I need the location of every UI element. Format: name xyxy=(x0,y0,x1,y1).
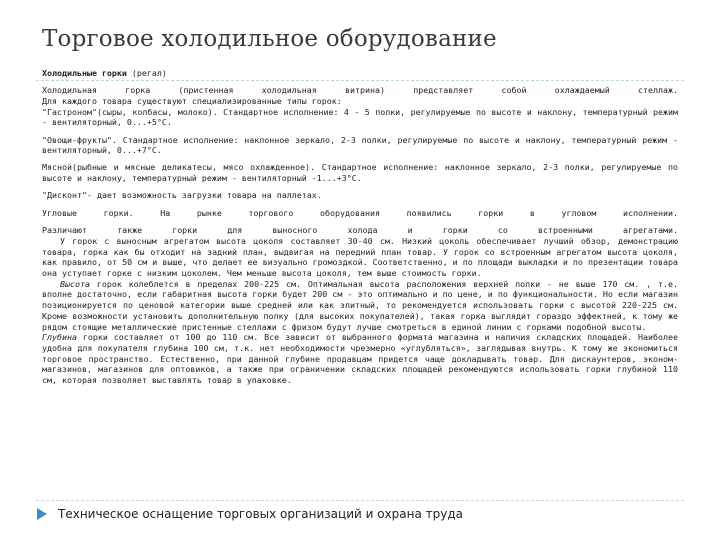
bottom-divider xyxy=(36,500,684,501)
heading-bold: Холодильные горки xyxy=(42,68,127,78)
heading-line xyxy=(42,68,678,79)
type-gastronom: "Гастроном"(сыры, колбасы, молоко). Стандартное исполнение: 4 - 5 полки, регулируемые по высоте и наклону, температурный режим - вентиляторный, 0...+5°С. xyxy=(42,106,678,128)
triangle-right-icon xyxy=(36,507,48,521)
slide-body xyxy=(42,68,678,386)
type-discount: "Дисконт"- дает возможность загрузки товара на паллетах. xyxy=(42,190,322,201)
paragraph-plinth: У горок с выносным агрегатом высота цоколя составляет 30-40 см. Низкий цоколь обеспечивает лучший обзор, демонстрацию товара, горка как бы отходит на задний план, выдвигая на передний план товар. У горок со встроенным агрегатом высота цоколя, как правило, от 50 см и выше, что делает ее визуально громоздкой. Соответственно, и по площади выкладки и по презентации товара она уступает горке с низким цоколем. Чем меньше высота цоколя, тем выше стоимость горки. xyxy=(42,235,678,279)
intro-line-1: Холодильная горка (пристенная холодильная витрина) представляет собой охлаждаемый стеллаж. xyxy=(42,85,678,96)
slide-title: Торговое холодильное оборудование xyxy=(42,26,497,52)
footer-text: Техническое оснащение торговых организаций и охрана труда xyxy=(58,507,464,521)
heading-rest: (регал) xyxy=(126,68,167,78)
depth-text: горки составляет от 100 до 110 см. Все зависит от выбранного формата магазина и наличия складских площадей. Наиболее удобна для покупателя глубина 100 см, т.к. нет необходимости чрезмерно «углубляться», заглядывая внутрь. К тому же экономиться торговое пространство. Естественно, при данной глубине продавцам придется чаще докладывать товар. Для дискаунтеров, эконом-магазинов, магазинов для оптовиков, а также при ограничении складских площадей рекомендуются использовать горки глубиной 110 см, которая позволяет выставлять товар в упаковке. xyxy=(42,332,678,386)
paragraph-height xyxy=(42,279,678,333)
paragraph-depth xyxy=(42,332,678,386)
height-text: горок колеблется в пределах 200-225 см. Оптимальная высота расположения верхней полки - не выше 170 см. , т.е. вполне достаточно, если габаритная высота горки будет 200 см - это оптимально и по цене, и по функциональности. Но если магазин позиционируется по ценовой категории выше средней или как элитный, то рекомендуется использовать горки с высотой 220-225 см. Кроме возможности установить дополнительную полку (для высоких покупателей), такая горка выглядит гораздо эффектней, к тому же рядом стоящие металлические пристенные стеллажи с фризом будут лучше смотреться в единой линии с горками подобной высоты. xyxy=(42,278,678,332)
corner-line: Угловые горки. На рынке торгового оборудования появились горки в угловом исполнении. xyxy=(42,207,678,218)
distinguish-line: Различают также горки для выносного холода и горки со встроенными агрегатами. xyxy=(42,225,678,236)
type-vegetables: "Овощи-фрукты". Стандартное исполнение: наклонное зеркало, 2-3 полки, регулируемые по высоте и наклону, температурный режим - вентиляторный, 0...+7°С. xyxy=(42,134,678,156)
footer xyxy=(36,505,676,523)
intro-line-2: Для каждого товара существуют специализированные типы горок: xyxy=(42,95,342,106)
depth-italic: Глубина xyxy=(42,332,77,343)
type-meat: Мясной(рыбные и мясные деликатесы, мясо охлажденное). Стандартное исполнение: наклонное зеркало, 2-3 полки, регулируемые по высоте и наклону, температурный режим - вентиляторный -1...+3°С. xyxy=(42,162,678,184)
height-italic: Высота xyxy=(60,278,90,289)
